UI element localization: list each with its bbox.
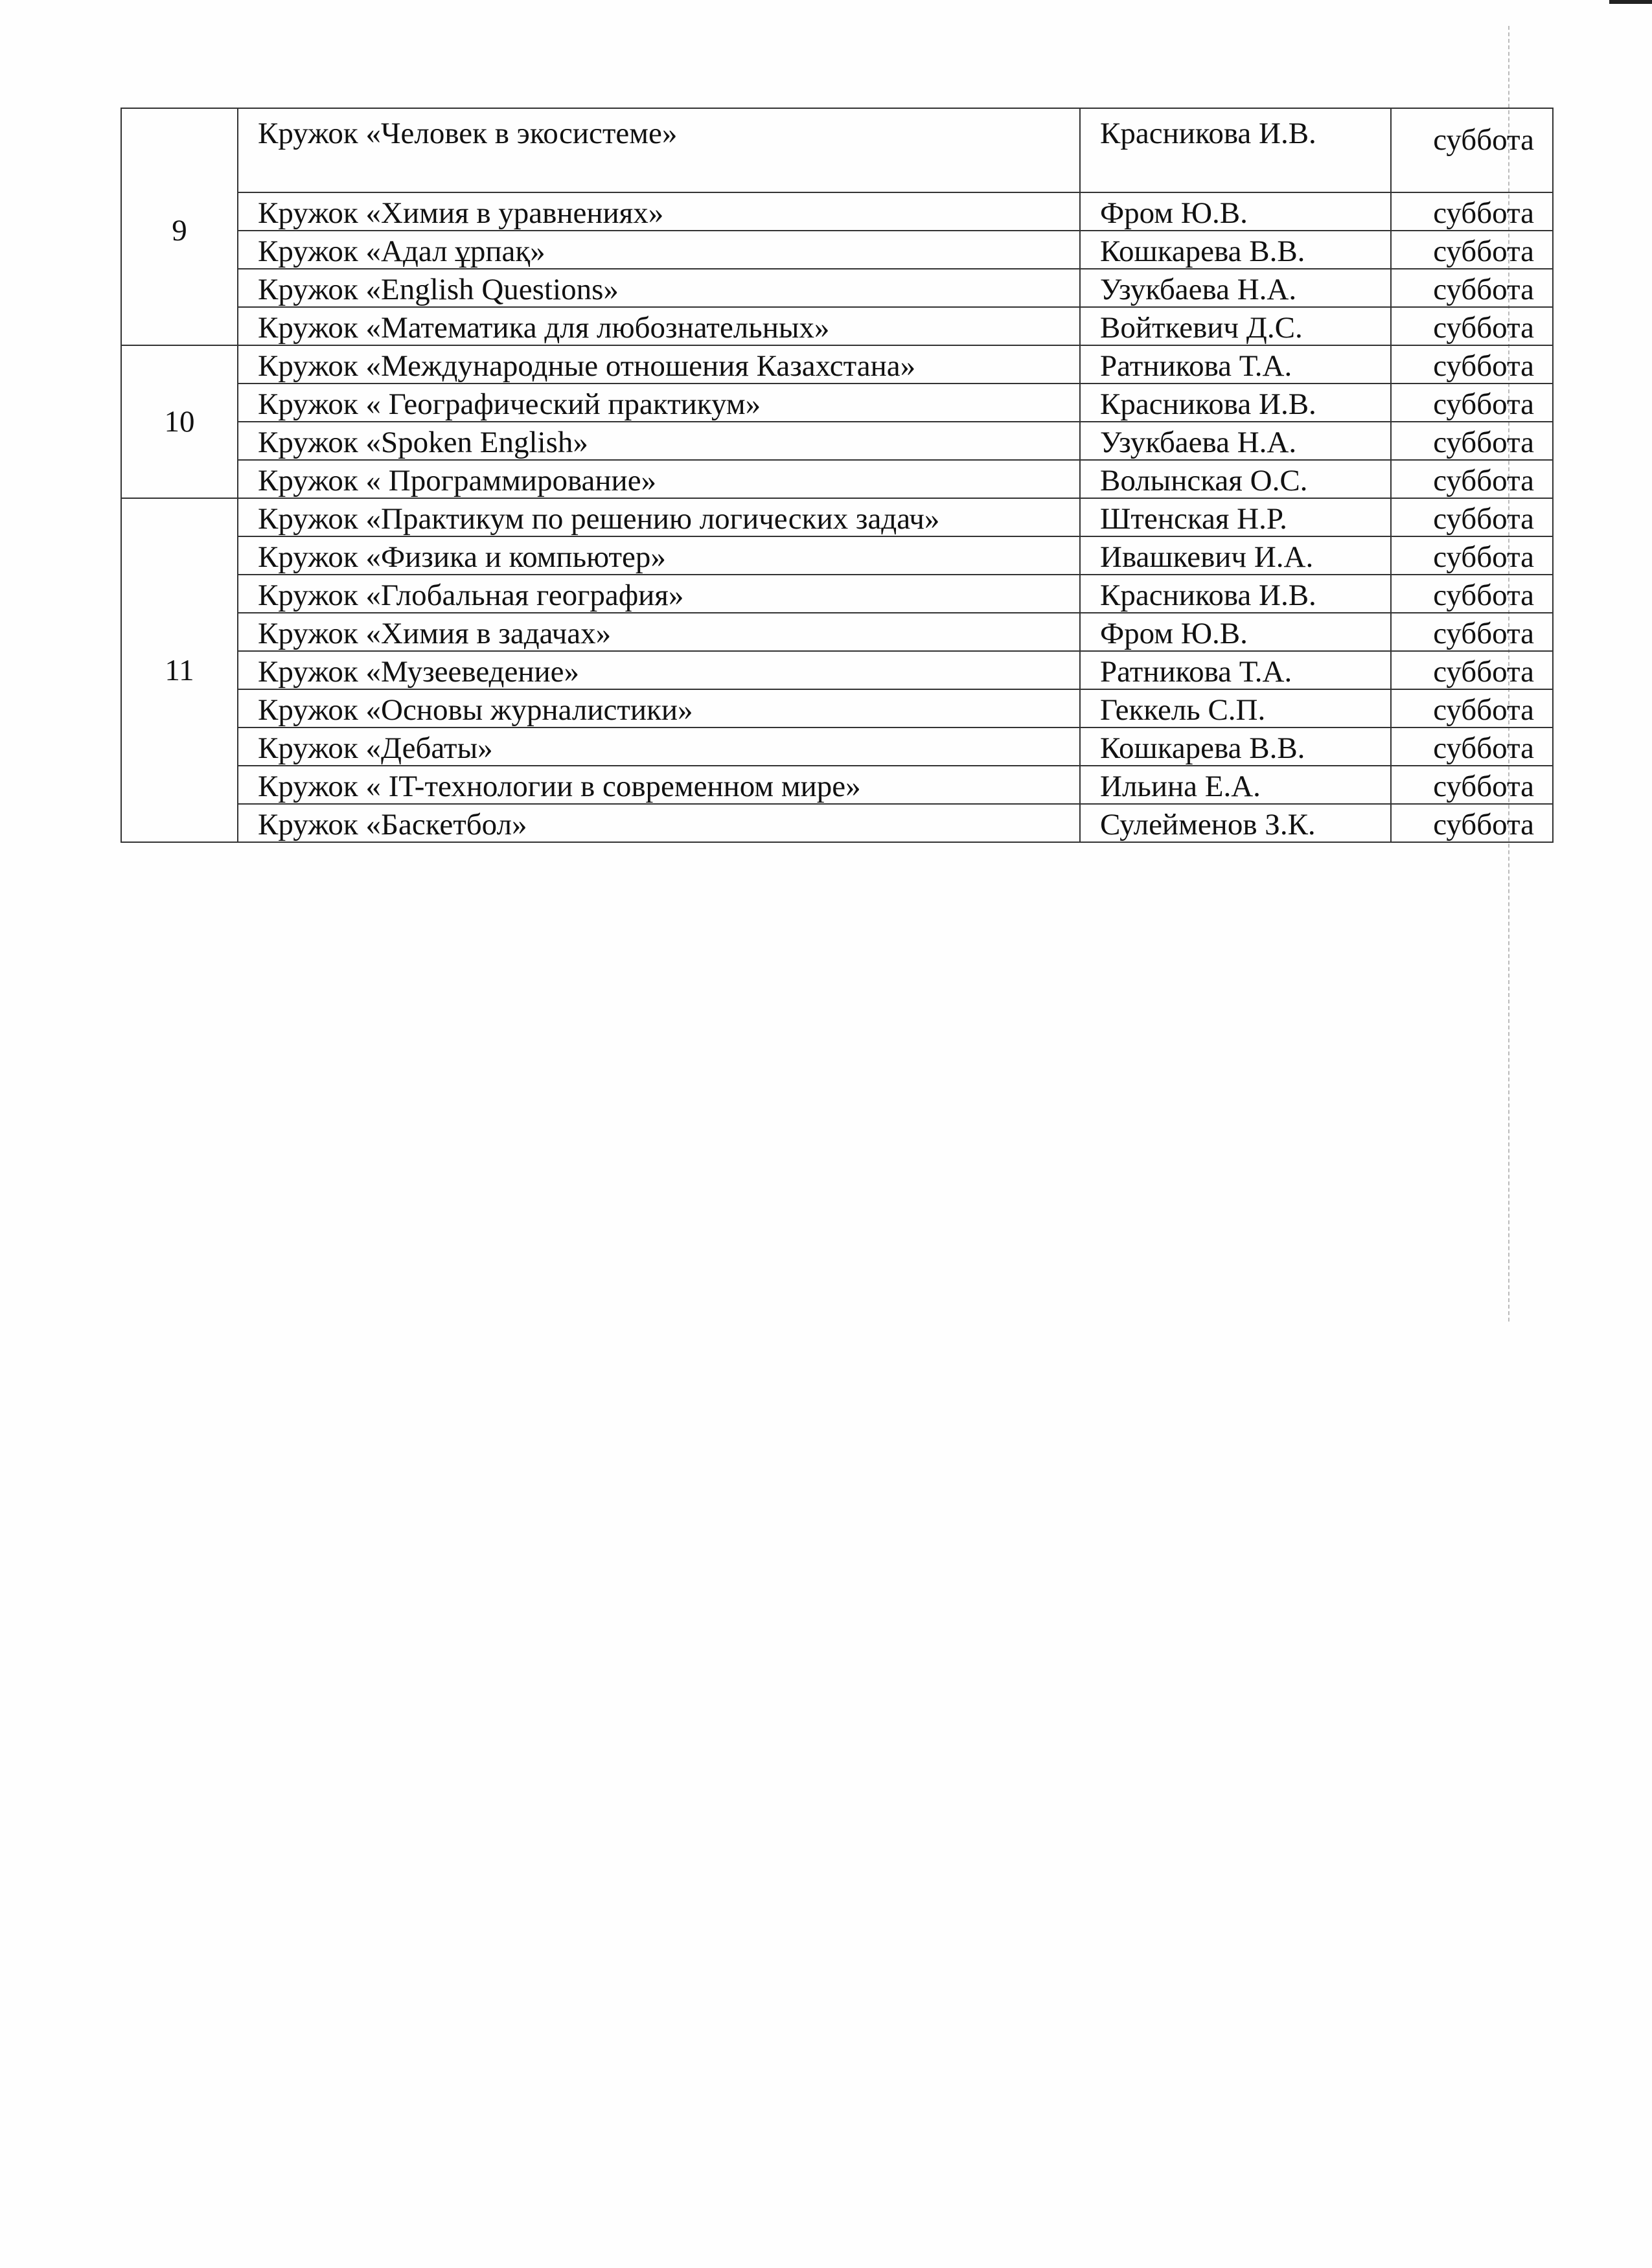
teacher-cell: Геккель С.П. bbox=[1080, 689, 1391, 727]
table-row bbox=[121, 536, 1553, 575]
teacher-cell: Ильина Е.А. bbox=[1080, 766, 1391, 804]
table-row bbox=[121, 575, 1553, 613]
teacher-cell: Красникова И.В. bbox=[1080, 575, 1391, 613]
day-cell: суббота bbox=[1391, 422, 1553, 460]
day-cell: суббота bbox=[1391, 460, 1553, 498]
table-row bbox=[121, 269, 1553, 307]
teacher-cell: Красникова И.В. bbox=[1080, 108, 1391, 192]
teacher-cell: Узукбаева Н.А. bbox=[1080, 422, 1391, 460]
table-row bbox=[121, 345, 1553, 384]
club-name-cell: Кружок «Физика и компьютер» bbox=[238, 536, 1080, 575]
teacher-cell: Ратникова Т.А. bbox=[1080, 345, 1391, 384]
table-row bbox=[121, 192, 1553, 231]
day-cell: суббота bbox=[1391, 269, 1553, 307]
club-name-cell: Кружок « Программирование» bbox=[238, 460, 1080, 498]
day-cell: суббота bbox=[1391, 613, 1553, 651]
day-cell: суббота bbox=[1391, 345, 1553, 384]
day-cell: суббота bbox=[1391, 727, 1553, 766]
scan-edge-mark bbox=[1609, 0, 1652, 30]
day-cell: суббота bbox=[1391, 498, 1553, 536]
club-name-cell: Кружок «Международные отношения Казахстана» bbox=[238, 345, 1080, 384]
day-cell: суббота bbox=[1391, 651, 1553, 689]
club-name-cell: Кружок «Человек в экосистеме» bbox=[238, 108, 1080, 192]
table-row bbox=[121, 422, 1553, 460]
table-row bbox=[121, 108, 1553, 192]
day-cell: суббота bbox=[1391, 804, 1553, 842]
club-name-cell: Кружок «Глобальная география» bbox=[238, 575, 1080, 613]
club-name-cell: Кружок «Баскетбол» bbox=[238, 804, 1080, 842]
table-row bbox=[121, 384, 1553, 422]
teacher-cell: Ратникова Т.А. bbox=[1080, 651, 1391, 689]
teacher-cell: Фром Ю.В. bbox=[1080, 192, 1391, 231]
grade-cell: 10 bbox=[121, 345, 238, 498]
club-name-cell: Кружок « Географический практикум» bbox=[238, 384, 1080, 422]
table-row bbox=[121, 689, 1553, 727]
teacher-cell: Узукбаева Н.А. bbox=[1080, 269, 1391, 307]
day-cell: суббота bbox=[1391, 689, 1553, 727]
teacher-cell: Волынская О.С. bbox=[1080, 460, 1391, 498]
teacher-cell: Сулейменов З.К. bbox=[1080, 804, 1391, 842]
teacher-cell: Кошкарева В.В. bbox=[1080, 231, 1391, 269]
club-name-cell: Кружок «Практикум по решению логических задач» bbox=[238, 498, 1080, 536]
teacher-cell: Штенская Н.Р. bbox=[1080, 498, 1391, 536]
club-name-cell: Кружок «English Questions» bbox=[238, 269, 1080, 307]
teacher-cell: Кошкарева В.В. bbox=[1080, 727, 1391, 766]
day-cell: суббота bbox=[1391, 192, 1553, 231]
teacher-cell: Войткевич Д.С. bbox=[1080, 307, 1391, 345]
day-cell: суббота bbox=[1391, 108, 1553, 192]
table-row bbox=[121, 766, 1553, 804]
club-name-cell: Кружок «Spoken English» bbox=[238, 422, 1080, 460]
table-row bbox=[121, 460, 1553, 498]
table-row bbox=[121, 727, 1553, 766]
day-cell: суббота bbox=[1391, 307, 1553, 345]
day-cell: суббота bbox=[1391, 231, 1553, 269]
clubs-schedule-table bbox=[120, 108, 1554, 843]
club-name-cell: Кружок «Музееведение» bbox=[238, 651, 1080, 689]
club-name-cell: Кружок «Химия в задачах» bbox=[238, 613, 1080, 651]
club-name-cell: Кружок « IT-технологии в современном мире» bbox=[238, 766, 1080, 804]
day-cell: суббота bbox=[1391, 575, 1553, 613]
teacher-cell: Фром Ю.В. bbox=[1080, 613, 1391, 651]
clubs-table-wrapper bbox=[120, 108, 1552, 843]
day-cell: суббота bbox=[1391, 766, 1553, 804]
day-cell: суббота bbox=[1391, 536, 1553, 575]
table-row bbox=[121, 804, 1553, 842]
club-name-cell: Кружок «Химия в уравнениях» bbox=[238, 192, 1080, 231]
table-row bbox=[121, 651, 1553, 689]
day-cell: суббота bbox=[1391, 384, 1553, 422]
teacher-cell: Ивашкевич И.А. bbox=[1080, 536, 1391, 575]
grade-cell: 9 bbox=[121, 108, 238, 345]
table-row bbox=[121, 498, 1553, 536]
table-row bbox=[121, 307, 1553, 345]
table-row bbox=[121, 613, 1553, 651]
club-name-cell: Кружок «Математика для любознательных» bbox=[238, 307, 1080, 345]
club-name-cell: Кружок «Дебаты» bbox=[238, 727, 1080, 766]
club-name-cell: Кружок «Адал ұрпақ» bbox=[238, 231, 1080, 269]
teacher-cell: Красникова И.В. bbox=[1080, 384, 1391, 422]
table-row bbox=[121, 231, 1553, 269]
club-name-cell: Кружок «Основы журналистики» bbox=[238, 689, 1080, 727]
grade-cell: 11 bbox=[121, 498, 238, 842]
